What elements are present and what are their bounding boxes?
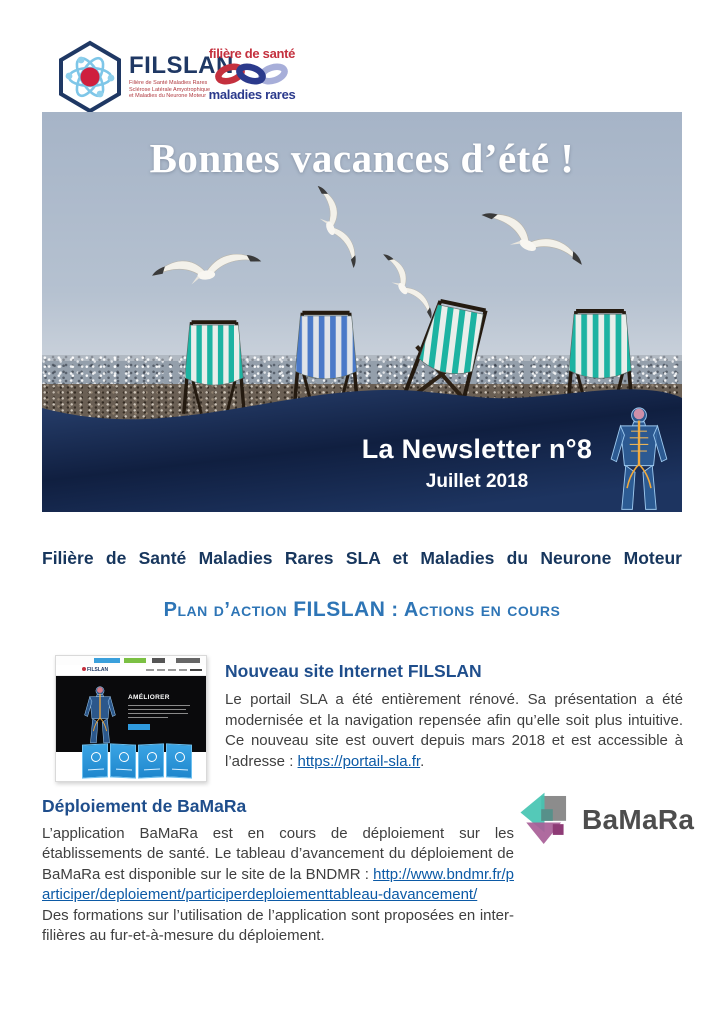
site-section-body xyxy=(225,690,683,773)
thumb-cta-button xyxy=(128,724,150,730)
hero-title: Bonnes vacances d’été ! xyxy=(149,135,575,181)
plan-action-heading xyxy=(42,598,682,622)
hero-banner xyxy=(42,112,682,512)
thumb-green-bar xyxy=(124,658,146,663)
thumb-browser-bar xyxy=(56,656,206,665)
website-screenshot-thumbnail xyxy=(55,655,207,782)
fsmr-chain-icon xyxy=(213,62,291,86)
thumb-card xyxy=(110,743,136,778)
filslan-hexagon-atom-icon xyxy=(55,40,125,114)
bamara-section-heading: Déploiement de BaMaRa xyxy=(42,796,247,816)
thumb-card-row xyxy=(82,744,192,778)
plan-heading-filslan: FILSLAN xyxy=(293,598,386,621)
thumb-card xyxy=(138,743,164,778)
site-section-heading: Nouveau site Internet FILSLAN xyxy=(225,661,482,681)
thumb-dark-bar xyxy=(176,658,200,663)
thumb-dark-bar xyxy=(152,658,165,663)
thumb-anatomy-icon xyxy=(78,678,122,752)
main-heading: Filière de Santé Maladies Rares SLA et Maladies du Neurone Moteur xyxy=(42,548,682,568)
plan-heading-part1: Plan d’action xyxy=(163,599,294,621)
thumb-site-logo: FILSLAN xyxy=(82,667,108,673)
bndmr-link[interactable]: http://www.bndmr.fr/participer/deploiement/participerdeploiementtableau-davancement/ xyxy=(42,865,514,904)
thumb-blue-bar xyxy=(94,658,120,663)
thumb-site-menu xyxy=(146,669,202,671)
portail-sla-link[interactable]: https://portail-sla.fr xyxy=(297,753,421,771)
site-body-text: Le portail SLA a été entièrement rénové. Sa présentation a été modernisée et la navigation repensée afin qu’elle soit plus intuitive. Ce nouveau site est ouvert depuis mars 2018 et est accessible à l’adresse : xyxy=(225,691,683,771)
bamara-logo xyxy=(518,788,694,852)
fsmr-logo-line2: maladies rares xyxy=(208,87,296,102)
bamara-logo-text: BaMaRa xyxy=(582,804,695,835)
newsletter-title: La Newsletter n°8 xyxy=(361,434,593,464)
filiere-sante-maladies-rares-logo xyxy=(204,46,300,102)
bamara-logo-icon xyxy=(518,788,576,852)
thumb-site-navbar xyxy=(56,665,206,676)
newsletter-date: Juillet 2018 xyxy=(425,471,529,492)
thumb-card xyxy=(82,743,108,778)
thumb-ameliorer-text: AMÉLIORER xyxy=(128,694,170,701)
bamara-section-body xyxy=(42,824,514,946)
bamara-body-text2: Des formations sur l’utilisation de l’application sont proposées en inter-filières au fur-et-à-mesure du déploiement. xyxy=(42,906,514,944)
site-body-period: . xyxy=(420,753,425,771)
anatomy-body-icon xyxy=(598,406,680,512)
thumb-site-hero xyxy=(56,676,206,752)
bamara-body-text1: L’application BaMaRa est en cours de déploiement sur les établissements de santé. Le tableau d’avancement du déploiement de BaMaRa est disponible sur le site de la BNDMR : xyxy=(42,825,514,883)
plan-heading-part3: : Actions en cours xyxy=(385,599,561,621)
filslan-logo-name: FILSLAN xyxy=(129,51,234,79)
fsmr-logo-line1: filière de santé xyxy=(208,46,296,61)
thumb-card xyxy=(166,743,192,778)
filslan-logo-tagline: Filière de Santé Maladies Rares Sclérose Latérale Amyotrophique et Maladies du Neurone Moteur xyxy=(129,79,211,100)
